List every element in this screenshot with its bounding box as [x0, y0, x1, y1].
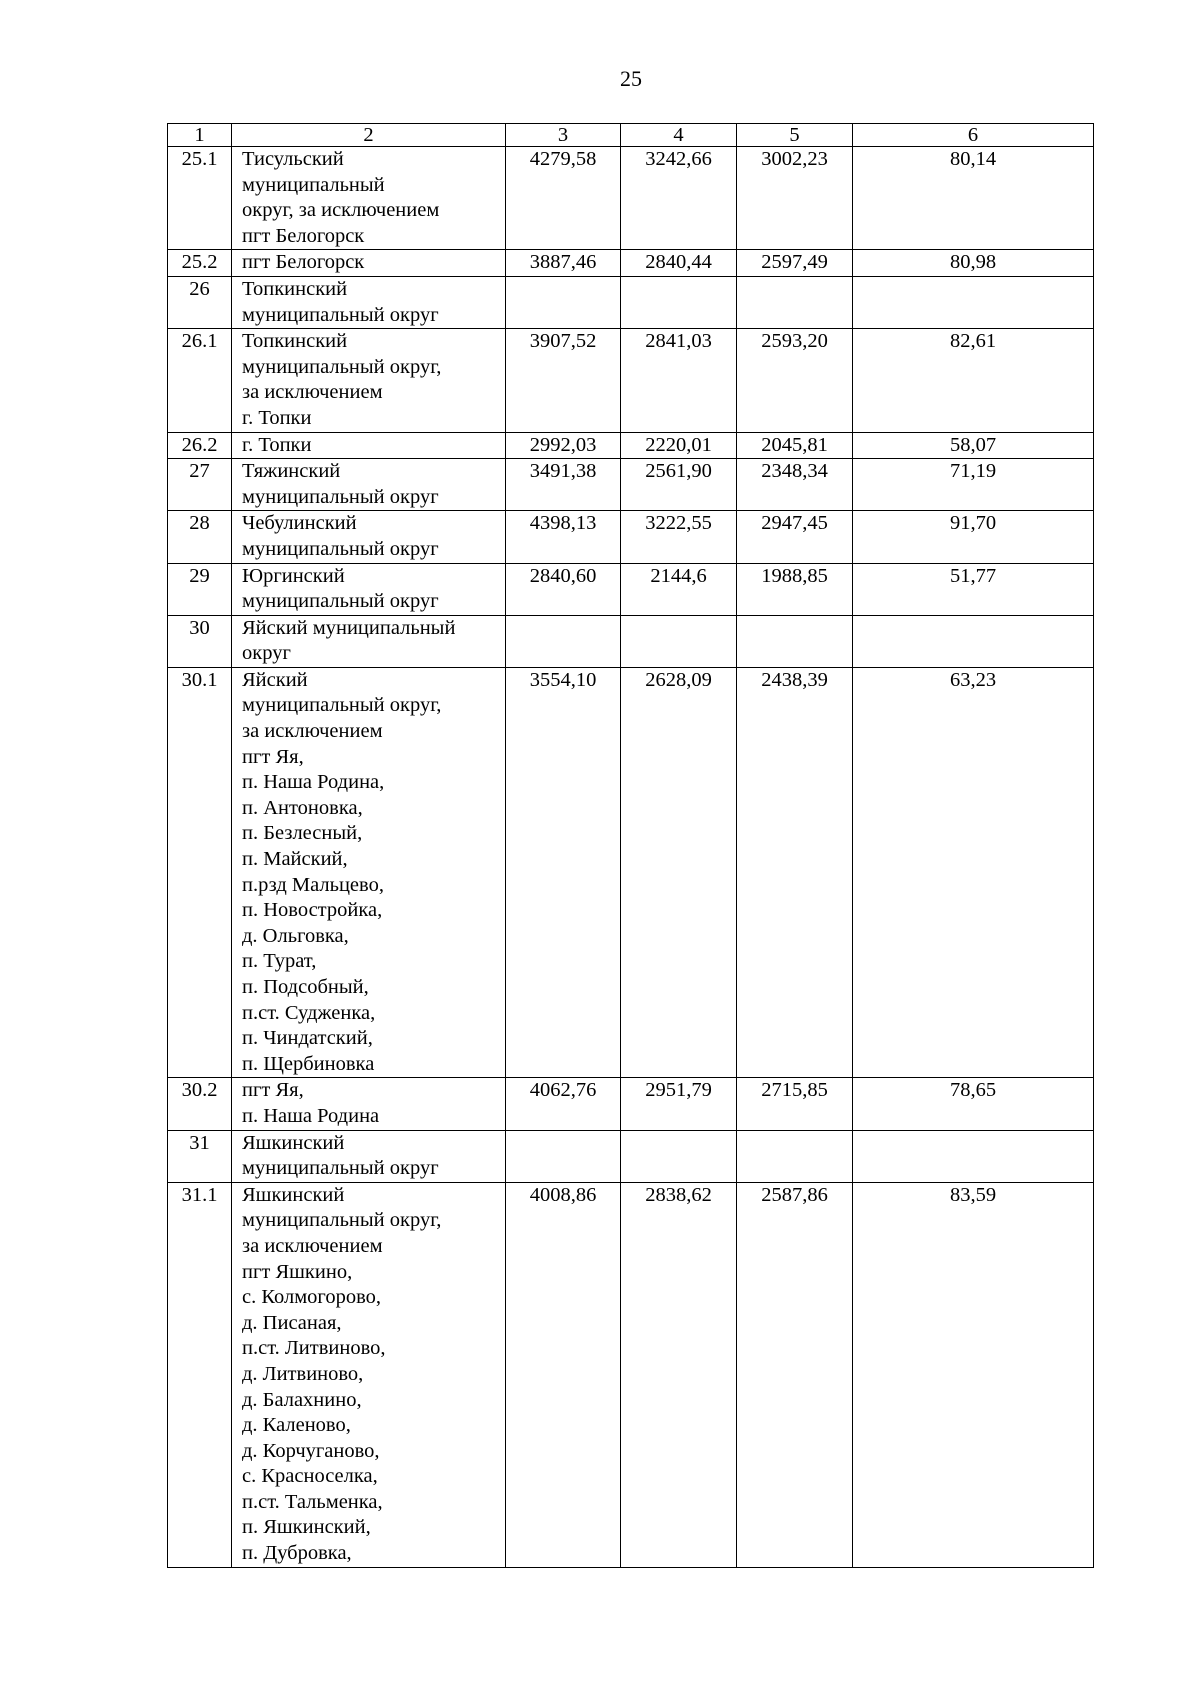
- table-row: [168, 615, 1094, 667]
- territory-name-line: округ: [242, 642, 291, 665]
- territory-name-line: пгт Белогорск: [242, 251, 365, 274]
- value-col4-cell: 2841,03: [621, 329, 737, 432]
- territory-name-line: г. Топки: [242, 433, 312, 456]
- territory-name-line: за исключением: [242, 720, 383, 743]
- table-header-row: [168, 124, 1094, 147]
- value-col4-cell: 2840,44: [621, 250, 737, 277]
- table-row: [168, 1182, 1094, 1567]
- row-number-cell: 30: [168, 615, 232, 667]
- table-row: [168, 250, 1094, 277]
- territory-name-line: д. Писаная,: [242, 1311, 342, 1334]
- value-col5-cell: [737, 1130, 853, 1182]
- territory-name-cell: [232, 615, 506, 667]
- territory-name-cell: [232, 147, 506, 250]
- territory-name-line: Яшкинский: [242, 1183, 345, 1206]
- territory-name-cell: [232, 563, 506, 615]
- value-col5-cell: 2593,20: [737, 329, 853, 432]
- value-col5-cell: 2045,81: [737, 432, 853, 459]
- territory-name-line: Чебулинский: [242, 512, 357, 535]
- table-row: [168, 276, 1094, 328]
- territory-name-line: пгт Яя,: [242, 1079, 304, 1102]
- row-number-cell: 26: [168, 276, 232, 328]
- header-cell-2: 2: [232, 124, 506, 147]
- territory-name-line: округ, за исключением: [242, 199, 440, 222]
- territory-name-line: Юргинский: [242, 564, 345, 587]
- territory-name-line: п.рзд Мальцево,: [242, 873, 384, 896]
- territory-name-cell: [232, 1130, 506, 1182]
- value-col6-cell: 80,14: [853, 147, 1094, 250]
- territory-name-line: п. Наша Родина,: [242, 771, 385, 794]
- territory-name-line: п.ст. Судженка,: [242, 1001, 376, 1024]
- value-col6-cell: [853, 615, 1094, 667]
- value-col3-cell: 4398,13: [506, 511, 621, 563]
- territory-name-line: п. Щербиновка: [242, 1052, 375, 1075]
- territory-name-line: Яшкинский: [242, 1131, 345, 1154]
- value-col4-cell: [621, 615, 737, 667]
- value-col5-cell: [737, 276, 853, 328]
- row-number-cell: 30.2: [168, 1078, 232, 1130]
- territory-name-line: муниципальный округ: [242, 303, 439, 326]
- territory-name-cell: [232, 459, 506, 511]
- value-col6-cell: 71,19: [853, 459, 1094, 511]
- territory-name-line: п. Новостройка,: [242, 899, 383, 922]
- territory-name-line: муниципальный округ: [242, 1157, 439, 1180]
- table-row: [168, 329, 1094, 432]
- table-row: [168, 1078, 1094, 1130]
- value-col3-cell: 3491,38: [506, 459, 621, 511]
- row-number-cell: 31: [168, 1130, 232, 1182]
- value-col3-cell: 4279,58: [506, 147, 621, 250]
- value-col4-cell: 2838,62: [621, 1182, 737, 1567]
- value-col4-cell: [621, 276, 737, 328]
- territory-name-cell: [232, 1182, 506, 1567]
- value-col4-cell: 3222,55: [621, 511, 737, 563]
- row-number-cell: 26.2: [168, 432, 232, 459]
- header-cell-4: 4: [621, 124, 737, 147]
- territory-name-cell: [232, 329, 506, 432]
- value-col6-cell: [853, 276, 1094, 328]
- territory-name-cell: [232, 276, 506, 328]
- territory-name-line: п. Подсобный,: [242, 976, 369, 998]
- value-col5-cell: 2715,85: [737, 1078, 853, 1130]
- value-col4-cell: 2628,09: [621, 667, 737, 1078]
- table-row: [168, 667, 1094, 1078]
- value-col5-cell: 2438,39: [737, 667, 853, 1078]
- value-col5-cell: 2348,34: [737, 459, 853, 511]
- territory-name-line: п. Антоновка,: [242, 796, 363, 819]
- value-col4-cell: 2220,01: [621, 432, 737, 459]
- table-body: [168, 124, 1094, 1568]
- header-cell-1: 1: [168, 124, 232, 147]
- territory-name-cell: [232, 250, 506, 277]
- territory-name-line: п. Майский,: [242, 848, 348, 871]
- territory-name-cell: [232, 511, 506, 563]
- territory-name-line: п. Безлесный,: [242, 822, 363, 845]
- row-number-cell: 31.1: [168, 1182, 232, 1567]
- territory-name-line: муниципальный округ: [242, 485, 439, 508]
- row-number-cell: 30.1: [168, 667, 232, 1078]
- value-col3-cell: [506, 615, 621, 667]
- value-col6-cell: 91,70: [853, 511, 1094, 563]
- row-number-cell: 25.1: [168, 147, 232, 250]
- territory-name-line: муниципальный: [242, 173, 385, 196]
- value-col4-cell: 2951,79: [621, 1078, 737, 1130]
- value-col3-cell: 2992,03: [506, 432, 621, 459]
- value-col4-cell: 2144,6: [621, 563, 737, 615]
- value-col4-cell: 3242,66: [621, 147, 737, 250]
- territory-name-line: пгт Яшкино,: [242, 1260, 353, 1283]
- territory-name-line: п.ст. Тальменка,: [242, 1490, 383, 1513]
- table-row: [168, 459, 1094, 511]
- value-col6-cell: 83,59: [853, 1182, 1094, 1567]
- value-col6-cell: 80,98: [853, 250, 1094, 277]
- value-col5-cell: 2947,45: [737, 511, 853, 563]
- territory-name-line: с. Колмогорово,: [242, 1286, 381, 1309]
- territory-name-line: Топкинский: [242, 277, 348, 300]
- table-row: [168, 511, 1094, 563]
- row-number-cell: 29: [168, 563, 232, 615]
- territory-name-line: п. Дубровка,: [242, 1542, 352, 1565]
- territory-name-line: д. Корчуганово,: [242, 1439, 380, 1462]
- header-cell-6: 6: [853, 124, 1094, 147]
- table-row: [168, 432, 1094, 459]
- territory-name-line: д. Каленово,: [242, 1414, 351, 1437]
- territory-name-line: муниципальный округ: [242, 590, 439, 613]
- value-col6-cell: 51,77: [853, 563, 1094, 615]
- territory-name-line: Яйский муниципальный: [242, 616, 456, 639]
- value-col3-cell: 3554,10: [506, 667, 621, 1078]
- territory-name-line: муниципальный округ: [242, 537, 439, 560]
- territory-name-line: п. Чиндатский,: [242, 1027, 373, 1050]
- territory-name-line: с. Красноселка,: [242, 1465, 378, 1488]
- row-number-cell: 27: [168, 459, 232, 511]
- territory-name-line: д. Литвиново,: [242, 1362, 364, 1385]
- value-col3-cell: 2840,60: [506, 563, 621, 615]
- territory-name-line: Топкинский: [242, 330, 348, 353]
- territory-name-cell: [232, 1078, 506, 1130]
- territory-name-line: муниципальный округ,: [242, 694, 442, 717]
- territory-name-line: г. Топки: [242, 406, 312, 429]
- value-col6-cell: 63,23: [853, 667, 1094, 1078]
- row-number-cell: 26.1: [168, 329, 232, 432]
- territory-name-line: за исключением: [242, 381, 383, 404]
- table-row: [168, 1130, 1094, 1182]
- territory-name-line: за исключением: [242, 1234, 383, 1257]
- value-col4-cell: 2561,90: [621, 459, 737, 511]
- value-col3-cell: 3907,52: [506, 329, 621, 432]
- value-col5-cell: 1988,85: [737, 563, 853, 615]
- page-number: 25: [620, 66, 642, 91]
- territory-name-line: д. Балахнино,: [242, 1388, 362, 1411]
- territory-name-line: пгт Белогорск: [242, 224, 365, 247]
- row-number-cell: 28: [168, 511, 232, 563]
- value-col5-cell: 2587,86: [737, 1182, 853, 1567]
- value-col5-cell: 2597,49: [737, 250, 853, 277]
- value-col3-cell: [506, 1130, 621, 1182]
- territory-name-cell: [232, 432, 506, 459]
- value-col4-cell: [621, 1130, 737, 1182]
- territory-name-line: п. Наша Родина: [242, 1104, 380, 1127]
- territory-name-line: д. Ольговка,: [242, 924, 349, 947]
- territory-name-line: Тисульский: [242, 148, 344, 170]
- value-col6-cell: 58,07: [853, 432, 1094, 459]
- row-number-cell: 25.2: [168, 250, 232, 277]
- territory-name-cell: [232, 667, 506, 1078]
- header-cell-3: 3: [506, 124, 621, 147]
- territory-name-line: Яйский: [242, 668, 308, 691]
- territory-name-line: п. Турат,: [242, 950, 317, 973]
- value-col5-cell: 3002,23: [737, 147, 853, 250]
- value-col6-cell: 78,65: [853, 1078, 1094, 1130]
- value-col3-cell: [506, 276, 621, 328]
- territory-name-line: муниципальный округ,: [242, 355, 442, 378]
- territory-name-line: пгт Яя,: [242, 745, 304, 768]
- territory-name-line: Тяжинский: [242, 460, 341, 483]
- value-col5-cell: [737, 615, 853, 667]
- territory-name-line: муниципальный округ,: [242, 1209, 442, 1232]
- value-col6-cell: 82,61: [853, 329, 1094, 432]
- table-row: [168, 563, 1094, 615]
- value-col6-cell: [853, 1130, 1094, 1182]
- header-cell-5: 5: [737, 124, 853, 147]
- table-row: [168, 147, 1094, 250]
- value-col3-cell: 4008,86: [506, 1182, 621, 1567]
- value-col3-cell: 3887,46: [506, 250, 621, 277]
- territory-name-line: п. Яшкинский,: [242, 1516, 371, 1539]
- value-col3-cell: 4062,76: [506, 1078, 621, 1130]
- territory-name-line: п.ст. Литвиново,: [242, 1337, 386, 1360]
- data-table: [167, 123, 1094, 1568]
